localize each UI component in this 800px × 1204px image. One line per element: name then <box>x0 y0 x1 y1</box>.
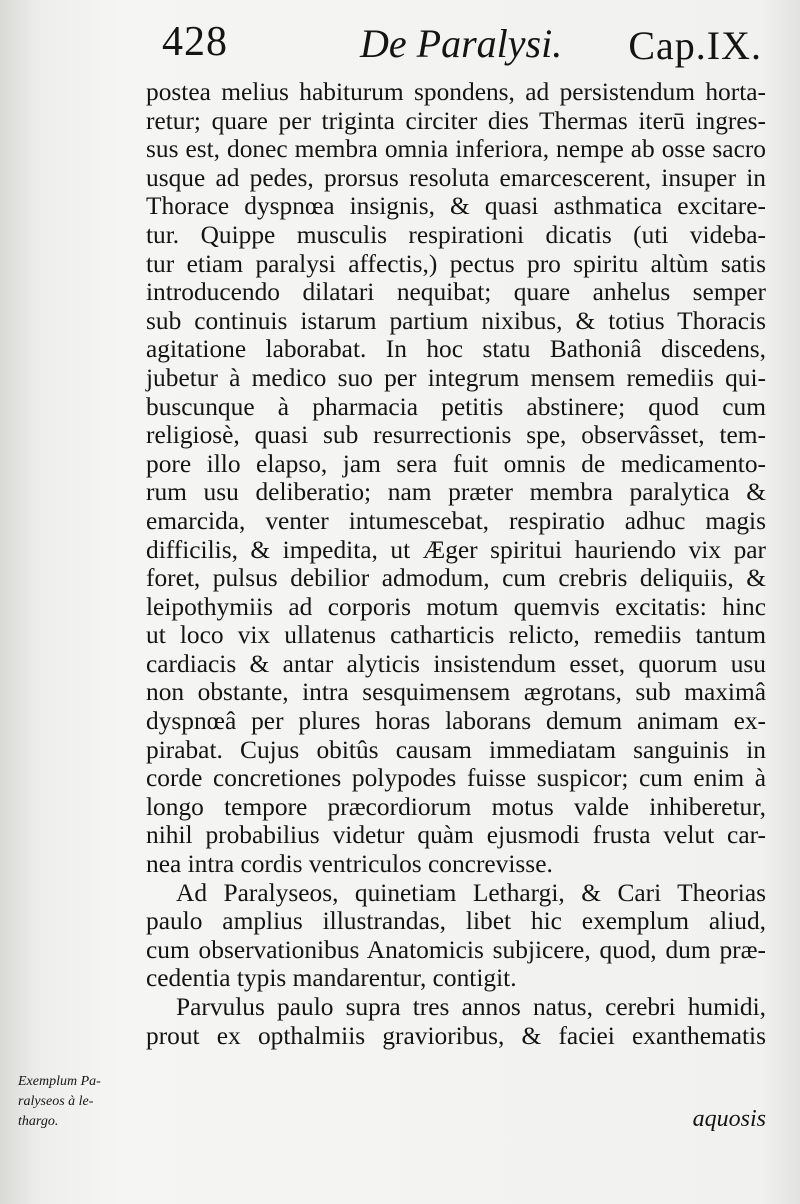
text-line: emarcida, venter intumescebat, respiratio adhuc magis <box>146 506 766 535</box>
margin-note-line: thargo. <box>18 1114 59 1129</box>
body-text <box>146 78 766 1050</box>
text-line: prout ex opthalmiis gravioribus, & faciei exanthematis <box>146 1021 766 1050</box>
text-line: leipothymiis ad corporis motum quemvis excitatis: hinc <box>146 592 766 621</box>
text-line: religiosè, quasi sub resurrectionis spe, observâsset, tem- <box>146 421 766 450</box>
text-line: foret, pulsus debilior admodum, cum crebris deliquiis, & <box>146 564 766 593</box>
text-line: usque ad pedes, prorsus resoluta emarcescerent, insuper in <box>146 163 766 192</box>
text-line: tur etiam paralysi affectis,) pectus pro spiritu altùm satis <box>146 249 766 278</box>
chapter-heading: Cap.IX. <box>628 23 762 68</box>
text-line: retur; quare per triginta circiter dies Thermas iterū ingres- <box>146 106 766 135</box>
text-line: sub continuis istarum partium nixibus, & totius Thoracis <box>146 306 766 335</box>
text-line: sus est, donec membra omnia inferiora, nempe ab osse sacro <box>146 135 766 164</box>
margin-note-line: ralyseos à le- <box>18 1094 94 1109</box>
text-line: Parvulus paulo supra tres annos natus, cerebri humidi, <box>176 993 766 1021</box>
text-line: introducendo dilatari nequibat; quare anhelus semper <box>146 278 766 307</box>
text-line: Thorace dyspnœa insignis, & quasi asthmatica excitare- <box>146 192 766 221</box>
text-line: nihil probabilius videtur quàm ejusmodi frusta velut car- <box>146 821 766 850</box>
text-line: postea melius habiturum spondens, ad persistendum horta- <box>146 78 766 106</box>
text-line: tur. Quippe musculis respirationi dicatis (uti videba- <box>146 220 766 249</box>
text-line: Ad Paralyseos, quinetiam Lethargi, & Cari Theorias <box>176 878 766 907</box>
text-line: difficilis, & impedita, ut Æger spiritui hauriendo vix par <box>146 535 766 564</box>
text-line: agitatione laborabat. In hoc statu Bathoniâ discedens, <box>146 335 766 364</box>
text-line: rum usu deliberatio; nam præter membra paralytica & <box>146 478 766 507</box>
catchword: aquosis <box>692 1106 766 1132</box>
text-line: corde concretiones polypodes fuisse suspicor; cum enim à <box>146 764 766 793</box>
text-line: pirabat. Cujus obitûs causam immediatam sanguinis in <box>146 735 766 764</box>
text-line: dyspnœâ per plures horas laborans demum animam ex- <box>146 707 766 736</box>
running-title: De Paralysi. <box>360 21 563 66</box>
page-number: 428 <box>162 19 228 65</box>
text-line: cedentia typis mandarentur, contigit. <box>146 964 517 993</box>
text-line: longo tempore præcordiorum motus valde inhiberetur, <box>146 792 766 821</box>
margin-note <box>18 1072 136 1132</box>
text-line: cum observationibus Anatomicis subjicere, quod, dum præ- <box>146 935 766 964</box>
text-line: jubetur à medico suo per integrum mensem remediis qui- <box>146 363 766 392</box>
page-header <box>150 14 770 80</box>
text-line: paulo amplius illustrandas, libet hic exemplum aliud, <box>146 907 766 936</box>
margin-note-line: Exemplum Pa- <box>18 1074 101 1089</box>
text-line: pore illo elapso, jam sera fuit omnis de medicamento- <box>146 449 766 478</box>
text-line: cardiacis & antar alyticis insistendum esset, quorum usu <box>146 649 766 678</box>
text-line: buscunque à pharmacia petitis abstinere; quod cum <box>146 392 766 421</box>
text-line: non obstante, intra sesquimensem ægrotans, sub maximâ <box>146 678 766 707</box>
text-line: ut loco vix ullatenus catharticis relicto, remediis tantum <box>146 621 766 650</box>
text-line: nea intra cordis ventriculos concrevisse. <box>146 850 553 879</box>
